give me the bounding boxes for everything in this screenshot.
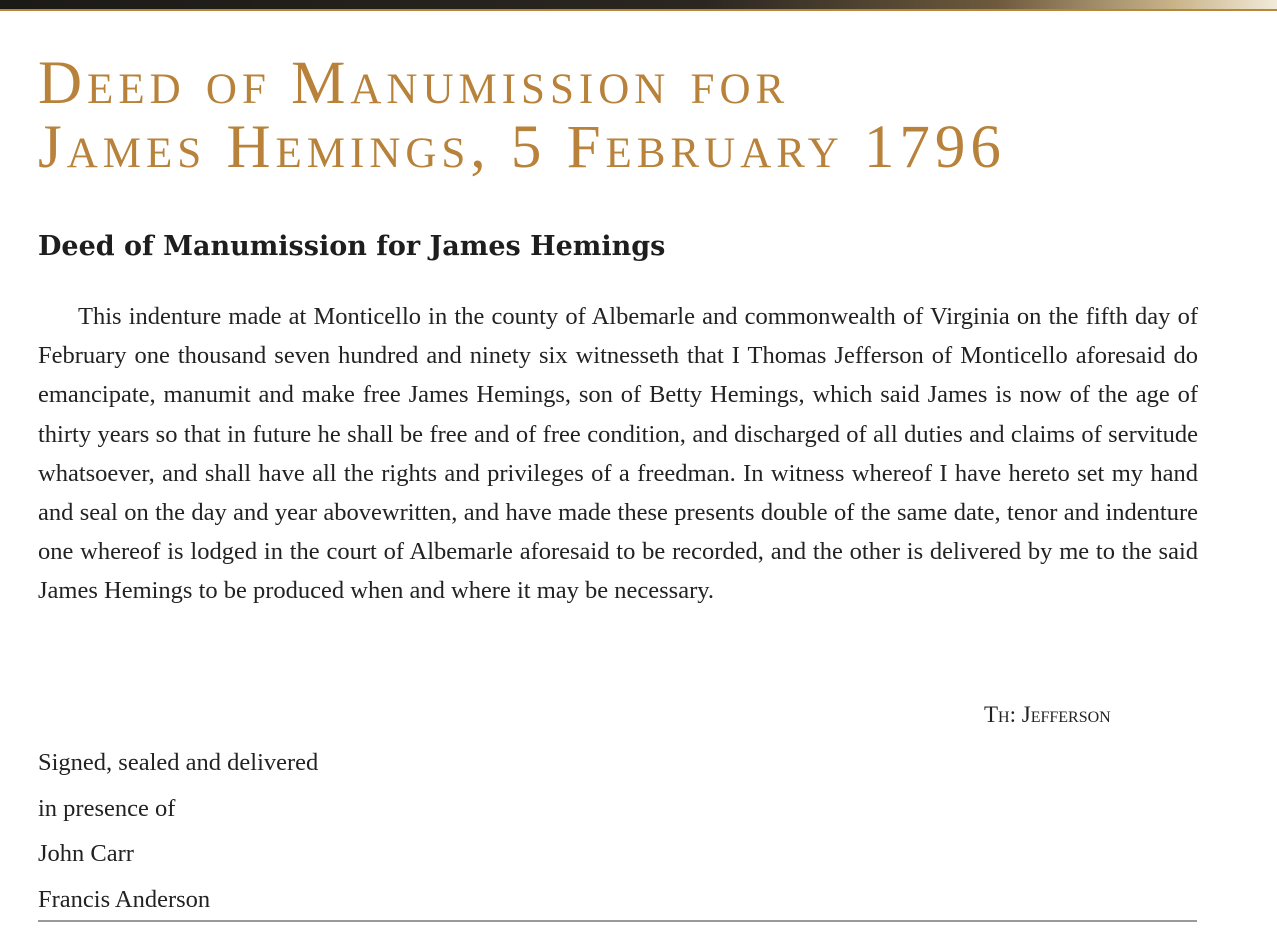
signature-th-jefferson: Th: Jefferson xyxy=(984,702,1111,727)
witness-line-presence: in presence of xyxy=(38,794,176,822)
page-title-line-1: Deed of Manumission for xyxy=(38,50,790,117)
witness-block xyxy=(38,740,538,922)
deed-body-paragraph: This indenture made at Monticello in the county of Albemarle and commonwealth of Virginia on the fifth day of February one thousand seven hundred and ninety six witnesseth that I Thomas Jefferson of Monticello aforesaid do emancipate, manumit and make free James Hemings, son of Betty Hemings, which said James is now of the age of thirty years so that in future he shall be free and of free condition, and discharged of all duties and claims of servitude whatsoever, and shall have all the rights and privileges of a freedman. In witness whereof I have hereto set my hand and seal on the day and year abovewritten, and have made these presents double of the same date, tenor and indenture one whereof is lodged in the court of Albemarle aforesaid to be recorded, and the other is delivered by me to the said James Hemings to be produced when and where it may be necessary. xyxy=(38,303,1198,605)
page-title-line-2: James Hemings, 5 February 1796 xyxy=(38,114,1006,181)
witness-name-francis-anderson: Francis Anderson xyxy=(38,885,211,913)
document-heading: Deed of Manumission for James Hemings xyxy=(38,231,666,262)
bottom-divider xyxy=(38,920,1197,922)
page-title xyxy=(38,52,1218,180)
top-banner-bar xyxy=(0,0,1277,9)
witness-line-signed: Signed, sealed and delivered xyxy=(38,749,319,776)
witness-name-john-carr: John Carr xyxy=(38,840,134,867)
top-gold-rule xyxy=(0,9,1277,11)
